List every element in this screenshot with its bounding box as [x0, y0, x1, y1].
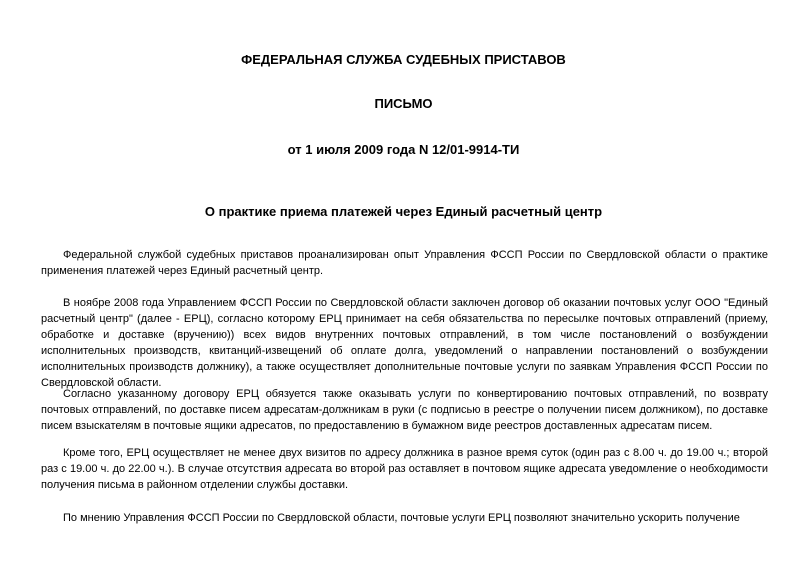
paragraph-2: В ноябре 2008 года Управлением ФССП России по Свердловской области заключен договор об оказании почтовых услуг ООО "Единый расчетный центр" (далее - ЕРЦ), согласно которому ЕРЦ принимает на себя обязательства по пересылке почтовых отправлений (приему, обработке и доставке (вручению)) всех видов внутренних почтовых отправлений, в том числе постановлений о возбуждении исполнительных производств, квитанций-извещений об оплате долга, уведомлений о направлении постановлений о возбуждении исполнительных производств должнику), а также осуществляет дополнительные почтовые услуги по заявкам Управления ФССП России по Свердловской области.: [41, 297, 768, 389]
agency-heading: ФЕДЕРАЛЬНАЯ СЛУЖБА СУДЕБНЫХ ПРИСТАВОВ: [241, 52, 566, 67]
date-number-heading: от 1 июля 2009 года N 12/01-9914-ТИ: [287, 142, 520, 157]
paragraph-3: Согласно указанному договору ЕРЦ обязуется также оказывать услуги по конвертированию почтовых отправлений, по возврату почтовых отправлений, по доставке писем адресатам-должникам в руки (с подписью в реестре о получении писем должником), по доставке писем взыскателям в почтовые ящики адресатов, по предоставлению в бумажном виде реестров доставленных адресатам писем.: [41, 388, 768, 432]
paragraph-1: Федеральной службой судебных приставов проанализирован опыт Управления ФССП России по Свердловской области о практике применения платежей через Единый расчетный центр.: [41, 249, 768, 277]
document-type-heading: ПИСЬМО: [374, 96, 433, 111]
subject-heading: О практике приема платежей через Единый расчетный центр: [204, 204, 603, 219]
paragraph-4: Кроме того, ЕРЦ осуществляет не менее двух визитов по адресу должника в разное время суток (один раз с 8.00 ч. до 19.00 ч.; второй раз с 19.00 ч. до 22.00 ч.). В случае отсутствия адресата во второй раз оставляет в почтовом ящике адресата уведомление о необходимости получения письма в районном отделении службы доставки.: [41, 447, 768, 491]
paragraph-5: По мнению Управления ФССП России по Свердловской области, почтовые услуги ЕРЦ позволяют значительно ускорить получение: [63, 512, 740, 524]
